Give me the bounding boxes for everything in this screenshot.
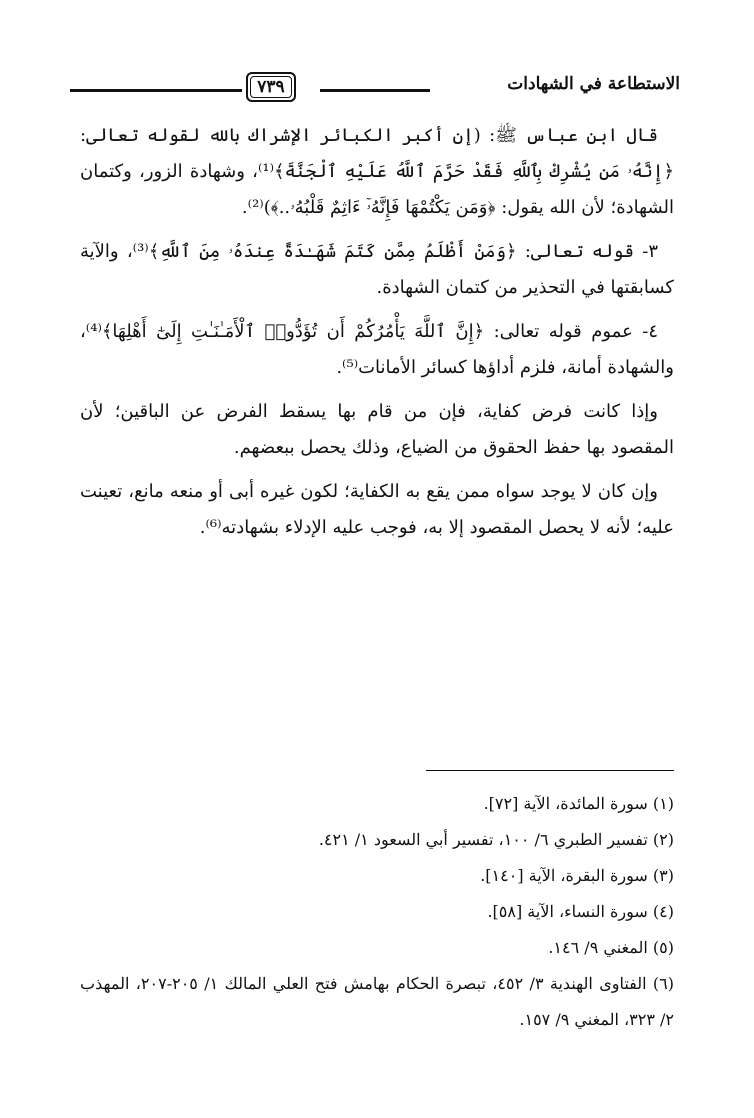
paragraph-4: وإذا كانت فرض كفاية، فإن من قام بها يسقط الفرض عن الباقين؛ لأن المقصود بها حفظ الحقوق من الضياع، وذلك يحصل ببعضهم.: [80, 401, 674, 458]
paragraph-2: ٣- قوله تعالى: ﴿وَمَنْ أَظْلَمُ مِمَّن كَتَمَ شَهَـٰدَةً عِندَهُۥ مِنَ ٱللَّهِ﴾⁽³⁾، والآية كسابقتها في التحذير من كتمان الشهادة.: [80, 241, 674, 298]
header-rule-right: [320, 89, 430, 92]
footnote-3: (٣) سورة البقرة، الآية [١٤٠].: [480, 866, 674, 885]
header-rule-left: [70, 89, 242, 92]
footnote-6: (٦) الفتاوى الهندية ٣/ ٤٥٢، تبصرة الحكام بهامش فتح العلي المالك ١/ ٢٠٥-٢٠٧، المهذب ٢/ ٣٢٣، المغني ٩/ ١٥٧.: [80, 974, 674, 1029]
footnotes: [80, 786, 674, 1038]
page-number-box-inner: [250, 76, 292, 98]
footnote-4: (٤) سورة النساء، الآية [٥٨].: [487, 902, 674, 921]
footnote-separator: [426, 770, 674, 771]
running-header: [70, 70, 680, 106]
header-title: الاستطاعة في الشهادات: [507, 74, 680, 94]
footnote-5: (٥) المغني ٩/ ١٤٦.: [548, 938, 674, 957]
paragraph-1: قال ابن عباس ﷺ: (إن أكبر الكبائر الإشراك بالله لقوله تعالى: ﴿إِنَّهُۥ مَن يُشْرِكْ بِٱللَّهِ فَقَدْ حَرَّمَ ٱللَّهُ عَلَيْهِ ٱلْجَنَّةَ﴾⁽¹⁾، وشهادة الزور، وكتمان الشهادة؛ لأن الله يقول: ﴿وَمَن يَكْتُمْهَا فَإِنَّهُۥٓ ءَاثِمٌ قَلْبُهُۥ..﴾)⁽²⁾.: [80, 125, 674, 218]
paragraph-5: وإن كان لا يوجد سواه ممن يقع به الكفاية؛ لكون غيره أبى أو منعه مانع، تعينت عليه؛ لأنه لا يحصل المقصود إلا به، فوجب عليه الإدلاء بشهادته⁽⁶⁾.: [80, 481, 674, 538]
footnote-2: (٢) تفسير الطبري ٦/ ١٠٠، تفسير أبي السعود ١/ ٤٢١.: [318, 830, 674, 849]
main-text: [80, 118, 674, 554]
paragraph-3: ٤- عموم قوله تعالى: ﴿إِنَّ ٱللَّهَ يَأْمُرُكُمْ أَن تُؤَدُّوا۟ ٱلْأَمَـٰنَـٰتِ إِلَىٰٓ أَهْلِهَا﴾⁽⁴⁾، والشهادة أمانة، فلزم أداؤها كسائر الأمانات⁽⁵⁾.: [80, 321, 674, 378]
page-number: ٧٣٩: [257, 77, 285, 97]
footnote-1: (١) سورة المائدة، الآية [٧٢].: [483, 794, 674, 813]
page-number-box: [246, 72, 296, 102]
